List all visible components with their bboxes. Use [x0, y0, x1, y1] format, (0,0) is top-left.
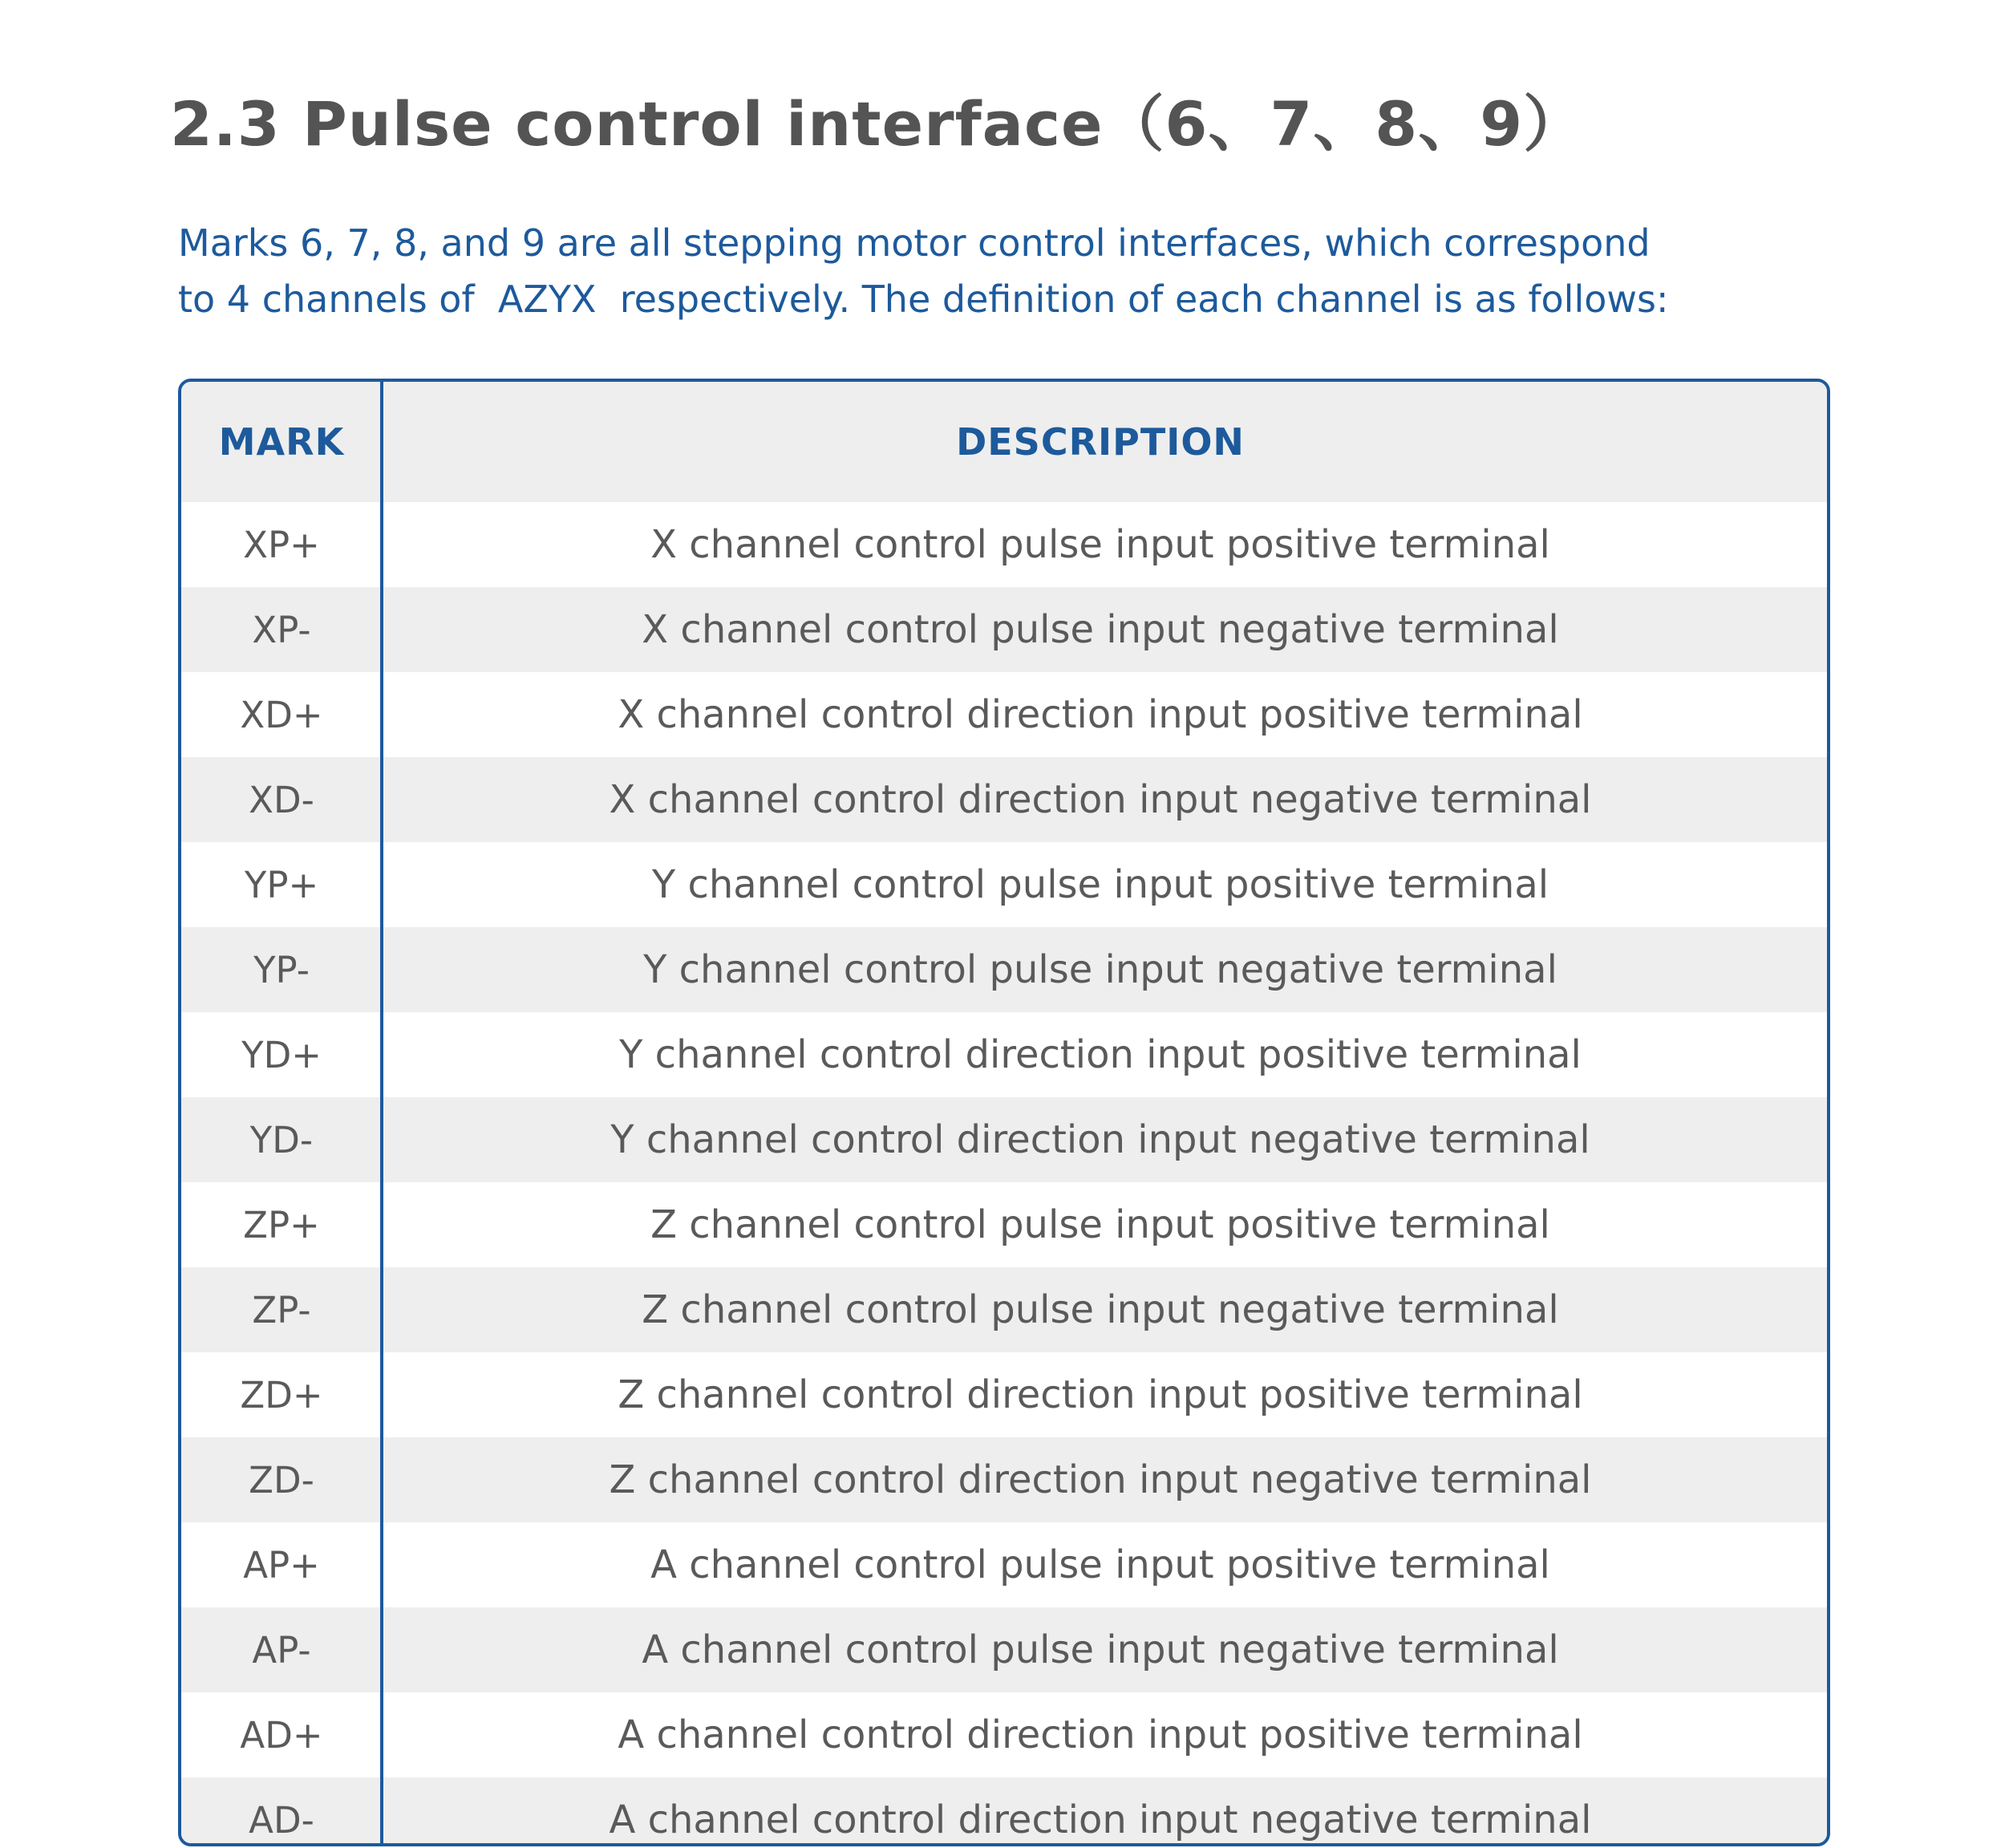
- table-row: [181, 1097, 1827, 1182]
- cell-description: Z channel control pulse input positive terminal: [650, 1202, 1550, 1247]
- table-row: [181, 1437, 1827, 1522]
- intro-line-1: Marks 6, 7, 8, and 9 are all stepping motor control interfaces, which correspond: [178, 221, 1651, 265]
- table-header-row: [181, 382, 1827, 502]
- table-row: [181, 1692, 1827, 1777]
- cell-description: A channel control pulse input negative terminal: [642, 1627, 1559, 1672]
- table-row: [181, 1777, 1827, 1846]
- cell-mark: XD-: [249, 778, 314, 821]
- table-row: [181, 1607, 1827, 1692]
- table-row: [181, 672, 1827, 757]
- table-row: [181, 587, 1827, 672]
- cell-mark: YD+: [241, 1033, 322, 1076]
- cell-description: Z channel control pulse input negative terminal: [642, 1287, 1559, 1332]
- header-description: DESCRIPTION: [956, 420, 1245, 464]
- cell-mark: YD-: [249, 1118, 314, 1161]
- pin-definition-table: [178, 379, 1830, 1846]
- cell-description: X channel control direction input positive terminal: [618, 692, 1583, 737]
- cell-mark: YP+: [244, 863, 319, 906]
- cell-mark: XD+: [240, 693, 323, 736]
- table-row: [181, 502, 1827, 587]
- cell-mark: AP-: [252, 1628, 311, 1672]
- table-row: [181, 842, 1827, 927]
- cell-mark: ZP+: [243, 1203, 320, 1246]
- cell-mark: AP+: [243, 1543, 320, 1587]
- table-row: [181, 927, 1827, 1012]
- table-row: [181, 757, 1827, 842]
- table-row: [181, 1012, 1827, 1097]
- cell-description: Z channel control direction input negative terminal: [609, 1457, 1592, 1502]
- cell-description: X channel control pulse input negative terminal: [642, 607, 1559, 652]
- cell-mark: YP-: [253, 948, 310, 991]
- cell-mark: AD-: [249, 1798, 314, 1842]
- page-title: 2.3 Pulse control interface（6、7、8、9）: [170, 88, 1586, 160]
- intro-line-2: to 4 channels of AZYX respectively. The definition of each channel is as follows:: [178, 278, 1669, 321]
- table-row: [181, 1352, 1827, 1437]
- cell-mark: ZD-: [249, 1458, 314, 1502]
- cell-mark: ZD+: [240, 1373, 323, 1416]
- cell-description: A channel control direction input positive terminal: [618, 1712, 1583, 1757]
- cell-mark: AD+: [240, 1713, 323, 1757]
- header-mark: MARK: [218, 420, 345, 464]
- cell-description: X channel control pulse input positive terminal: [650, 522, 1550, 567]
- cell-description: Y channel control direction input positive terminal: [619, 1032, 1582, 1077]
- cell-description: A channel control direction input negative terminal: [609, 1797, 1592, 1842]
- table-row: [181, 1182, 1827, 1267]
- table-row: [181, 1522, 1827, 1607]
- cell-mark: XP-: [252, 608, 311, 651]
- cell-description: Y channel control pulse input negative terminal: [643, 947, 1557, 992]
- cell-description: X channel control direction input negative terminal: [609, 777, 1592, 822]
- table-row: [181, 1267, 1827, 1352]
- cell-description: Z channel control direction input positive terminal: [618, 1372, 1583, 1417]
- cell-mark: ZP-: [252, 1288, 311, 1331]
- cell-description: Y channel control pulse input positive terminal: [651, 862, 1549, 907]
- cell-description: A channel control pulse input positive terminal: [650, 1542, 1550, 1587]
- cell-description: Y channel control direction input negative terminal: [610, 1117, 1590, 1162]
- cell-mark: XP+: [243, 523, 320, 566]
- column-divider: [380, 382, 383, 1843]
- intro-paragraph: [178, 215, 1878, 327]
